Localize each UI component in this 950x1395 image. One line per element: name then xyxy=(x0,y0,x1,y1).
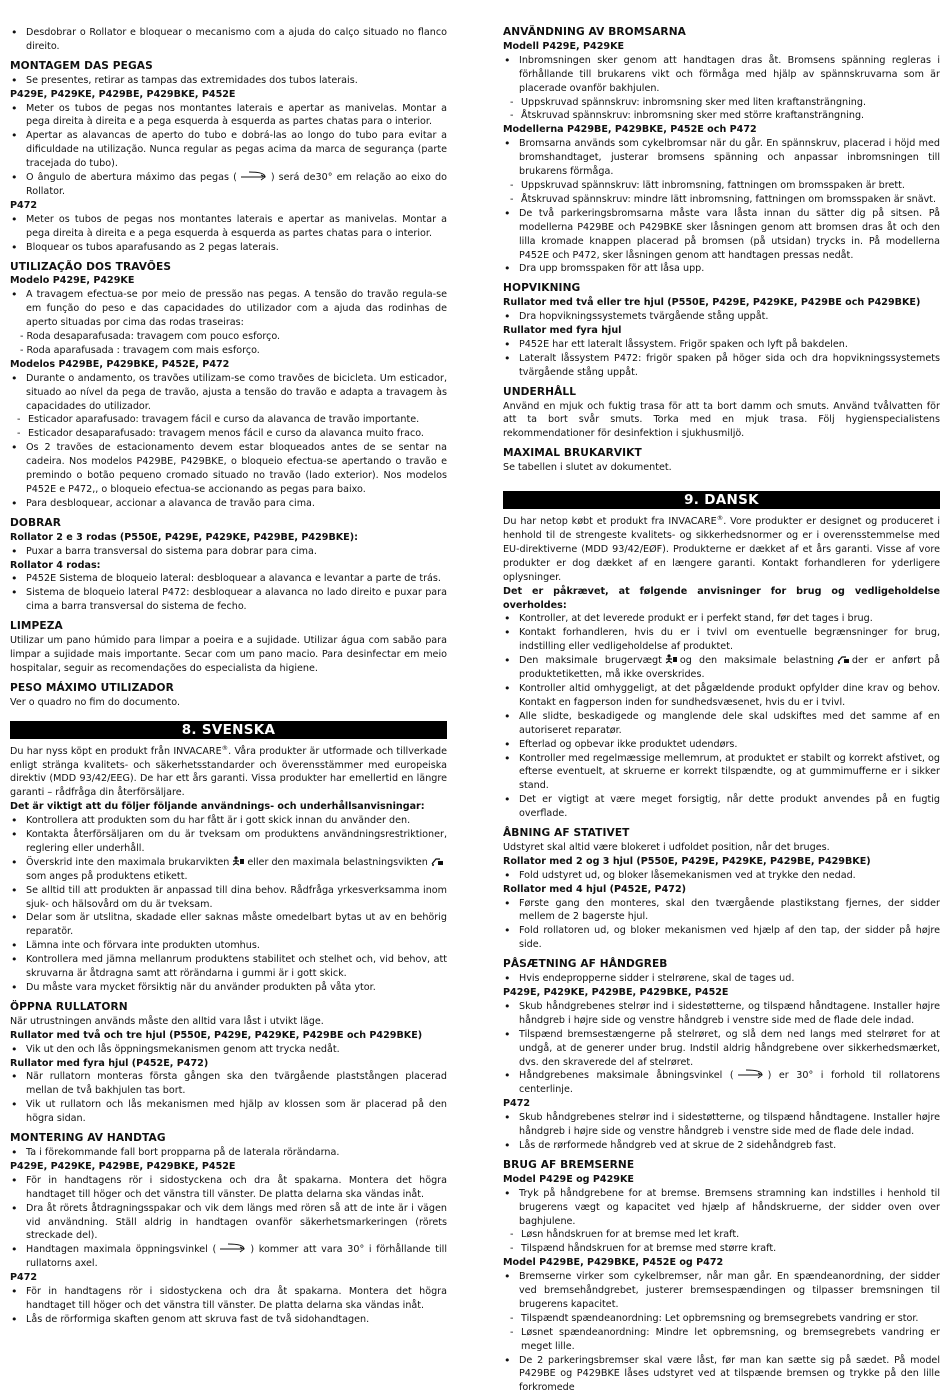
registered-mark: ® xyxy=(221,743,229,752)
dash-item: - Esticador aparafusado: travagem fácil e curso da alavanca de travão importante. xyxy=(10,413,447,427)
section-heading: MAXIMAL BRUKARVIKT xyxy=(503,447,642,460)
list-item: • Lämna inte och förvara inte produkten utomhus. xyxy=(10,939,447,953)
paragraph: Se tabellen i slutet av dokumentet. xyxy=(503,462,672,474)
dash-item: - Tilspændt spændeanordning: Let opbremsning og bremsegrebets vandring er stor. xyxy=(503,1312,940,1326)
list-item: • Lås de rörformiga skaften genom att skruva fast de två sidohandtagen. xyxy=(10,1313,447,1327)
paragraph: Använd en mjuk och fuktig trasa för att ta bort damm och smuts. Använd tvålvatten för att ta bort svår smuts. Torka med en mjuk trasa. Följ hygienspecialistens rekommendationer för desinfektion i sjukhusmiljö. xyxy=(503,400,940,440)
list-item: • Os 2 travões de estacionamento devem estar bloqueados antes de se sentar na cadeira. Nos modelos P429BE, P429BKE, o bloqueio efectua-se apertando o travão e premindo o botão pequeno cromado situado no travão (lado exterior). Nos modelos P452E e P472,, o bloqueio efectua-se accionando as pegas para baixo. xyxy=(10,441,447,497)
text-span: ) kommer att vara 30° i förhållande till rullatorns axel. xyxy=(26,1244,448,1270)
dash-item: - Uppskruvad spännskruv: lätt inbromsning, fattningen om bromsspaken är brett. xyxy=(503,179,940,193)
list-item: • Se presentes, retirar as tampas das extremidades dos tubos laterais. xyxy=(10,74,447,88)
list-item: • P452E Sistema de bloqueio lateral: desbloquear a alavanca e levantar a parte de trás. xyxy=(10,572,447,586)
dash-item: - Løsn håndskruen for at bremse med let kraft. xyxy=(503,1228,940,1242)
sub-heading: P429E, P429KE, P429BE, P429BKE, P452E xyxy=(503,987,729,998)
paragraph: När utrustningen används måste den alltid vara låst i utvikt läge. xyxy=(10,1015,324,1027)
list-item: • Sistema de bloqueio lateral P472: desbloquear a alavanca no lado direito e puxar para cima a barra transversal do sistema de fecho. xyxy=(10,586,447,614)
list-item: • Bremserne virker som cykelbremser, når man går. En spændeanordning, der sidder ved bremsehåndgrebet, justerer bremsespændingen og tilpasser bremsningen til brugerens kapacitet. xyxy=(503,1270,940,1312)
dash-item: - Tilspænd håndskruen for at bremse med større kraft. xyxy=(503,1242,940,1256)
list-item: • De 2 parkeringsbremser skal være låst, før man kan sætte sig på sædet. På model P429BE og P429BKE låses udstyret ved at tilspænde bremsen og trykke på den lille forkromede xyxy=(503,1354,940,1395)
text-span: ) er 30° i forhold til rollatorens centerlinje. xyxy=(519,1070,940,1096)
section-heading: MONTAGEM DAS PEGAS xyxy=(10,59,153,72)
dash-item: - Løsnet spændeanordning: Mindre let opbremsning, og bremsegrebets vandring er meget lille. xyxy=(503,1326,940,1354)
list-item: • Du måste vara mycket försiktig när du använder produkten på våta ytor. xyxy=(10,981,447,995)
section-banner: 9. DANSK xyxy=(503,491,940,509)
sub-heading: P472 xyxy=(10,199,38,211)
paragraph xyxy=(10,745,447,801)
section-heading: ÖPPNA RULLATORN xyxy=(10,1000,128,1013)
sub-heading: Rollator 4 rodas: xyxy=(10,559,101,571)
max-user-weight-icon xyxy=(664,654,678,664)
list-item: • Puxar a barra transversal do sistema para dobrar para cima. xyxy=(10,545,447,559)
text-span: Handtagen maximala öppningsvinkel ( xyxy=(26,1244,217,1256)
list-item: • Kontakta återförsäljaren om du är tveksam om produktens användningsrestriktioner, reglering eller underhåll. xyxy=(10,828,447,856)
section-heading: ANVÄNDNING AV BROMSARNA xyxy=(503,26,686,38)
sub-heading: Det är viktigt att du följer följande användnings- och underhållsanvisningar: xyxy=(10,801,425,813)
list-item: • Lås de rørformede håndgreb ved at skrue de 2 sidehåndgreb fast. xyxy=(503,1139,940,1153)
list-item: • Tilspænd bremsestængerne på stelrøret, og slå dem ned langs med stelrøret for at undgå, at de generer under brug. Indstil aldrig håndgrebene over sikkerhedsmærket, dvs. den skraverede del af stelrøret. xyxy=(503,1028,940,1070)
list-item: • Durante o andamento, os travões utilizam-se como travões de bicicleta. Um esticador, situado ao nível da pega de travão, ajusta a tensão do travão e adapta a travagem às capacidades do utilizador. xyxy=(10,372,447,414)
max-load-icon xyxy=(430,856,444,866)
list-item: • Kontrollera med jämna mellanrum produktens stabilitet och stelhet och, vid behov, att skruvarna är åtdragna samt att rörändarna i gummi är i gott skick. xyxy=(10,953,447,981)
sub-heading: Model P429BE, P429BKE, P452E og P472 xyxy=(503,1257,724,1269)
list-item: • Dra åt rörets åtdragningsspakar och vik dem längs med rören så att de inte är i vägen vid användning. Ställ aldrig in handtagen ovanför säkerhetsmarkeringen (rörets streckade del). xyxy=(10,1202,447,1244)
list-item: • Fold rollatoren ud, og bloker mekanismen ved hjælp af den tap, der sidder på højre side. xyxy=(503,924,940,952)
section-heading: UNDERHÅLL xyxy=(503,385,577,398)
sub-heading: P472 xyxy=(10,1272,38,1284)
section-banner: 8. SVENSKA xyxy=(10,721,447,739)
list-item: • Apertar as alavancas de aperto do tubo e dobrá-las ao longo do tubo para evitar a dificuldade na utilização. Nunca regular as pegas acima da marca de segurança (parte tracejada do tubo). xyxy=(10,129,447,171)
list-item: • Dra upp bromsspaken för att låsa upp. xyxy=(503,262,940,276)
list-item: • Skub håndgrebenes stelrør ind i sidestøtterne, og tilspænd håndtagene. Installer højre håndgreb i højre side og venstre håndgreb i venstre side med de flade dele indad. xyxy=(503,1111,940,1139)
dash-item: - Åtskruvad spännskruv: mindre lätt inbromsning, fattningen om bromsspaken är snävt. xyxy=(503,193,940,207)
section-heading: ÅBNING AF STATIVET xyxy=(503,827,630,840)
text-span: og den maksimale belastning xyxy=(679,655,834,667)
list-item: • Kontrollera att produkten som du har fått är i gott skick innan du använder den. xyxy=(10,814,447,828)
section-heading: PÅSÆTNING AF HÅNDGREB xyxy=(503,958,668,971)
list-item: • Kontroller med regelmæssige mellemrum, at produktet er stabilt og korrekt afstivet, og efterse eventuelt, at skruerne er korrekt tilspændte, og at gummimufferne er i sikker stand. xyxy=(503,752,940,794)
list-item: • Første gang den monteres, skal den tværgående plastikstang fjernes, der sidder mellem de 2 bagerste hjul. xyxy=(503,897,940,925)
paragraph: Ver o quadro no fim do documento. xyxy=(10,696,181,708)
list-item: • För in handtagens rör i sidostyckena och dra åt spakarna. Montera det högra handtaget till höger och det vänstra till vänster. De platta delarna ska vändas inåt. xyxy=(10,1174,447,1202)
list-item xyxy=(10,1243,447,1271)
list-item: • Ta i förekommande fall bort propparna på de laterala rörändarna. xyxy=(10,1146,447,1160)
text-span: . Våra produkter är utformade och tillverkade enligt stränga kvalitets- och säkerhetsstandarder och överensstämmer med europeiska direktiv (MDD 93/42/EEG). De har ett års garanti. Vissa produkter har emellertid en längre garanti – rådfråga din återförsäljare. xyxy=(10,745,447,799)
sub-heading: Modellerna P429BE, P429BKE, P452E och P472 xyxy=(503,124,757,136)
list-item: • A travagem efectua-se por meio de pressão nas pegas. A tensão do travão regula-se em função do peso e das capacidades do utilizador com a ajuda das rodinhas de aperto situadas por cima das rodas traseiras: xyxy=(10,288,447,330)
sub-heading: Rollator 2 e 3 rodas (P550E, P429E, P429KE, P429BE, P429BKE): xyxy=(10,531,358,543)
list-item: • När rullatorn monteras första gången ska den tvärgående plaststången placerad mellan de två bakhjulen tas bort. xyxy=(10,1070,447,1098)
section-heading: DOBRAR xyxy=(10,516,61,529)
list-item: • Se alltid till att produkten är anpassad till dina behov. Rådfråga yrkesverksamma inom sjuk- och hälsovård om du är tveksam. xyxy=(10,884,447,912)
list-item: • Bromsarna används som cykelbromsar när du går. En spännskruv, placerad i höjd med bromshandtaget, justerar bromsens spänning och anpassar inbromsningen till brukarens förmåga. xyxy=(503,137,940,179)
text-span: Du har netop købt et produkt fra INVACARE xyxy=(503,516,717,528)
dash-item: - Åtskruvad spännskruv: inbromsning sker med större kraftansträngning. xyxy=(503,109,940,123)
text-span: Den maksimale brugervægt xyxy=(519,655,662,667)
list-item: • Skub håndgrebenes stelrør ind i sidestøtterne, og tilspænd håndtagene. Installer højre håndgreb i højre side og venstre håndgreb i venstre side med de flade dele indad. xyxy=(503,1000,940,1028)
text-span: Du har nyss köpt en produkt från INVACARE xyxy=(10,745,222,757)
list-item xyxy=(503,1069,940,1097)
list-item: • Desdobrar o Rollator e bloquear o mecanismo com a ajuda do calço situado no flanco direito. xyxy=(10,26,447,54)
list-item: • De två parkeringsbromsarna måste vara låsta innan du sätter dig på sitsen. På modellerna P429BE och P429BKE sker låsningen genom att bromsen dras åt och den lilla kromade knappen placerad på bromsen (på utsidan) trycks in. På modellerna P452E och P472, sker låsningen genom att handtagen pressas nedåt. xyxy=(503,207,940,263)
paragraph: Udstyret skal altid være blokeret i udfoldet position, når det bruges. xyxy=(503,841,830,853)
list-item xyxy=(10,171,447,199)
right-column xyxy=(503,26,940,1395)
list-item: • För in handtagens rör i sidostyckena och dra åt spakarna. Montera det högra handtaget till höger och det vänstra till vänster. De platta delarna ska vändas inåt. xyxy=(10,1285,447,1313)
max-load-icon xyxy=(836,654,850,664)
sub-heading: Rullator med två eller tre hjul (P550E, P429E, P429KE, P429BE och P429BKE) xyxy=(503,297,921,309)
sub-heading: Det er påkrævet, at følgende anvisninger for brug og vedligeholdelse overholdes: xyxy=(503,585,940,611)
section-heading: UTILIZAÇÃO DOS TRAVÕES xyxy=(10,260,172,273)
list-item: • Lateralt låssystem P472: frigör spaken på höger sida och dra hopvikningssystemets tvärgående stång uppåt. xyxy=(503,352,940,380)
text-span: der er anført på produktetiketten, må ikke overskrides. xyxy=(519,655,940,681)
text-span: ) será de30° em relação ao eixo do Rollator. xyxy=(26,172,447,197)
section-heading: LIMPEZA xyxy=(10,620,63,633)
list-item: • P452E har ett lateralt låssystem. Frigör spaken och lyft på bakdelen. xyxy=(503,338,940,352)
sub-heading: Model P429E og P429KE xyxy=(503,1173,634,1185)
sub-heading: Modell P429E, P429KE xyxy=(503,40,625,52)
list-item: • Meter os tubos de pegas nos montantes laterais e apertar as manivelas. Montar a pega direita à direita e a pega esquerda à esquerda as partes chatas para o interior. xyxy=(10,213,447,241)
handle-angle-icon xyxy=(736,1069,766,1080)
list-item: • Inbromsningen sker genom att handtagen dras åt. Bromsens spänning regleras i förhållande till brukarens vikt och förmåga med hjälp av spännskruvarna som är placerade ovanför bakhjulen. xyxy=(503,54,940,96)
max-user-weight-icon xyxy=(231,856,245,866)
list-item-continued: som anges på produktens etikett. xyxy=(26,870,188,882)
list-item: • Bloquear os tubos aparafusando as 2 pegas laterais. xyxy=(10,241,447,255)
sub-heading: Modelos P429BE, P429BKE, P452E, P472 xyxy=(10,358,230,370)
text-span: . Vore produkter er designet og produceret i henhold til de strengeste kvalitets- og sikkerhedsnormer og er i overensstemmelse med EU-direktiverne (MDD 93/42/EØF). Produkterne er dækket af et års garanti. Visse af vore produkter er dog dækket af en længere garanti. Kontakt forhandleren for yderligere oplysninger. xyxy=(503,516,940,583)
text-span: Håndgrebenes maksimale åbningsvinkel ( xyxy=(519,1070,734,1082)
sub-heading: Rollator med 2 og 3 hjul (P550E, P429E, P429KE, P429BE, P429BKE) xyxy=(503,855,871,867)
section-heading: MONTERING AV HANDTAG xyxy=(10,1132,166,1145)
paragraph: Utilizar um pano húmido para limpar a poeira e a sujidade. Utilizar água com sabão para limpar a sujidade mais importante. Secar com um pano macio. Para desinfectar em meio hospitalar, seguir as recomendações do especialista da higiene. xyxy=(10,635,447,674)
section-heading: BRUG AF BREMSERNE xyxy=(503,1158,635,1171)
dash-item: - Roda aparafusada : travagem com mais esforço. xyxy=(20,344,260,356)
list-item: • Kontroller, at det leverede produkt er i perfekt stand, før det tages i brug. xyxy=(503,612,940,626)
sub-heading: Modelo P429E, P429KE xyxy=(10,275,135,287)
list-item: • Fold udstyret ud, og bloker låsemekanismen ved at trykke den nedad. xyxy=(503,869,940,883)
list-item xyxy=(503,654,940,682)
list-item: • Alle slidte, beskadigede og manglende dele skal udskiftes med det samme af en autoriseret reparatør. xyxy=(503,710,940,738)
dash-item: - Esticador desaparafusado: travagem menos fácil e curso da alavanca muito fraco. xyxy=(10,427,447,441)
sub-heading: P429E, P429KE, P429BE, P429BKE, P452E xyxy=(10,88,236,100)
list-item: • Vik ut rullatorn och lås mekanismen med hjälp av klossen som är placerad på den högra sidan. xyxy=(10,1098,447,1126)
sub-heading: Rollator med 4 hjul (P452E, P472) xyxy=(503,883,687,895)
list-item: • Meter os tubos de pegas nos montantes laterais e apertar as manivelas. Montar a pega direita à direita e a pega esquerda à esquerda as partes chatas para o interior. xyxy=(10,102,447,130)
registered-mark: ® xyxy=(716,513,724,522)
handle-angle-icon xyxy=(218,1243,248,1254)
list-item: • Hvis endepropperne sidder i stelrørene, skal de tages ud. xyxy=(503,972,940,986)
list-item: • Para desbloquear, accionar a alavanca de travão para cima. xyxy=(10,497,447,511)
text-span: O ângulo de abertura máximo das pegas ( xyxy=(26,172,237,184)
list-item: • Kontakt forhandleren, hvis du er i tvivl om eventuelle begrænsninger for brug, indstilling eller vedligeholdelse af produktet. xyxy=(503,626,940,654)
section-heading: PESO MÁXIMO UTILIZADOR xyxy=(10,681,174,694)
sub-heading: Rullator med fyra hjul xyxy=(503,325,622,337)
sub-heading: Rullator med två och tre hjul (P550E, P429E, P429KE, P429BE och P429BKE) xyxy=(10,1029,423,1041)
text-span: Överskrid inte den maximala brukarvikten xyxy=(26,856,230,868)
list-item: • Efterlad og opbevar ikke produktet udendørs. xyxy=(503,738,940,752)
text-span: eller den maximala belastningsvikten xyxy=(247,856,428,868)
list-item: • Tryk på håndgrebene for at bremse. Bremsens stramning kan indstilles i henhold til brugerens vægt og kapacitet ved hjælp af håndskruerne, der sidder oven over baghjulene. xyxy=(503,1187,940,1229)
section-heading: HOPVIKNING xyxy=(503,282,581,295)
list-item: • Det er vigtigt at være meget forsigtig, når dette produkt anvendes på en fugtig overflade. xyxy=(503,793,940,821)
list-item: • Delar som är utslitna, skadade eller saknas måste omedelbart bytas ut av en behörig reparatör. xyxy=(10,911,447,939)
list-item: • Kontroller altid omhyggeligt, at det pågældende produkt opfylder dine krav og behov. Kontakt en fagperson inden for sundhedsvæsenet, hvis du er i tvivl. xyxy=(503,682,940,710)
sub-heading: P429E, P429KE, P429BE, P429BKE, P452E xyxy=(10,1160,236,1172)
list-item xyxy=(10,856,447,870)
left-column xyxy=(10,26,447,1327)
dash-item: - Roda desaparafusada: travagem com pouco esforço. xyxy=(20,331,281,343)
dash-item: - Uppskruvad spännskruv: inbromsning sker med liten kraftansträngning. xyxy=(503,96,940,110)
handle-angle-icon xyxy=(239,171,269,182)
paragraph xyxy=(503,515,940,585)
list-item: • Vik ut den och lås öppningsmekanismen genom att trycka nedåt. xyxy=(10,1043,447,1057)
list-item: • Dra hopvikningssystemets tvärgående stång uppåt. xyxy=(503,310,940,324)
sub-heading: P472 xyxy=(503,1098,531,1110)
sub-heading: Rullator med fyra hjul (P452E, P472) xyxy=(10,1057,209,1069)
